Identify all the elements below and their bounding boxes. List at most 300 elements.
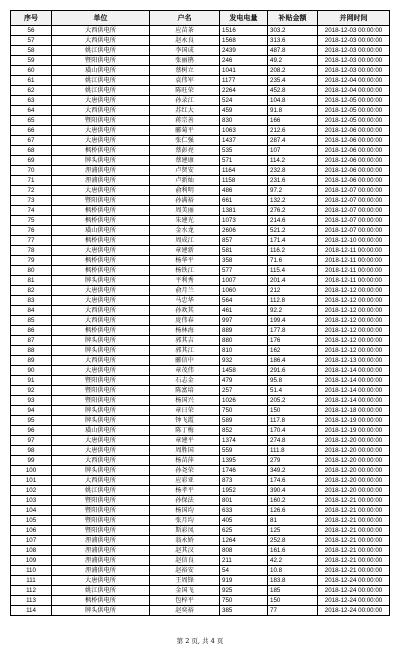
cell-grid-connection-time: 2018-12-11 00:00:00 bbox=[318, 246, 390, 256]
table-row bbox=[11, 216, 390, 226]
table-row bbox=[11, 596, 390, 606]
cell-index: 88 bbox=[11, 346, 52, 356]
cell-grid-connection-time: 2018-12-24 00:00:00 bbox=[318, 606, 390, 616]
cell-account-name: 杨华平 bbox=[150, 256, 220, 266]
cell-grid-connection-time: 2018-12-21 00:00:00 bbox=[318, 566, 390, 576]
cell-generated-kwh: 1952 bbox=[220, 486, 268, 496]
cell-account-name: 郦菊平 bbox=[150, 126, 220, 136]
cell-grid-connection-time: 2018-12-12 00:00:00 bbox=[318, 336, 390, 346]
cell-index: 72 bbox=[11, 186, 52, 196]
cell-grid-connection-time: 2018-12-11 00:00:00 bbox=[318, 256, 390, 266]
cell-generated-kwh: 577 bbox=[220, 266, 268, 276]
cell-grid-connection-time: 2018-12-14 00:00:00 bbox=[318, 366, 390, 376]
cell-unit: 大唐供电所 bbox=[52, 186, 150, 196]
cell-generated-kwh: 1026 bbox=[220, 396, 268, 406]
cell-generated-kwh: 625 bbox=[220, 526, 268, 536]
cell-index: 63 bbox=[11, 96, 52, 106]
cell-generated-kwh: 889 bbox=[220, 326, 268, 336]
table-row bbox=[11, 266, 390, 276]
cell-account-name: 金国飞 bbox=[150, 586, 220, 596]
cell-generated-kwh: 925 bbox=[220, 586, 268, 596]
cell-index: 77 bbox=[11, 236, 52, 246]
header-grid-connection-time: 并网时间 bbox=[318, 11, 390, 26]
cell-grid-connection-time: 2018-12-24 00:00:00 bbox=[318, 586, 390, 596]
table-row bbox=[11, 496, 390, 506]
table-row bbox=[11, 246, 390, 256]
cell-subsidy-amount: 51.4 bbox=[268, 386, 318, 396]
cell-unit: 姚江供电所 bbox=[52, 586, 150, 596]
header-index: 序号 bbox=[11, 11, 52, 26]
cell-grid-connection-time: 2018-12-06 00:00:00 bbox=[318, 176, 390, 186]
cell-grid-connection-time: 2018-12-12 00:00:00 bbox=[318, 296, 390, 306]
cell-unit: 大唐供电所 bbox=[52, 286, 150, 296]
cell-account-name: 孙保法 bbox=[150, 496, 220, 506]
cell-index: 74 bbox=[11, 206, 52, 216]
cell-account-name: 孙尧荣 bbox=[150, 466, 220, 476]
cell-account-name: 赵永良 bbox=[150, 36, 220, 46]
cell-index: 112 bbox=[11, 586, 52, 596]
cell-subsidy-amount: 160.2 bbox=[268, 496, 318, 506]
table-row bbox=[11, 396, 390, 406]
cell-index: 113 bbox=[11, 596, 52, 606]
table-body bbox=[11, 26, 390, 616]
cell-generated-kwh: 919 bbox=[220, 576, 268, 586]
cell-grid-connection-time: 2018-12-20 00:00:00 bbox=[318, 476, 390, 486]
cell-grid-connection-time: 2018-12-14 00:00:00 bbox=[318, 396, 390, 406]
table-row bbox=[11, 546, 390, 556]
cell-subsidy-amount: 150 bbox=[268, 596, 318, 606]
cell-unit: 大唐供电所 bbox=[52, 446, 150, 456]
cell-index: 82 bbox=[11, 286, 52, 296]
table-row bbox=[11, 86, 390, 96]
cell-generated-kwh: 932 bbox=[220, 356, 268, 366]
cell-index: 68 bbox=[11, 146, 52, 156]
subsidy-table bbox=[10, 10, 390, 616]
cell-account-name: 庞伟春 bbox=[150, 316, 220, 326]
table-row bbox=[11, 296, 390, 306]
cell-account-name: 袁伟军 bbox=[150, 76, 220, 86]
cell-grid-connection-time: 2018-12-24 00:00:00 bbox=[318, 596, 390, 606]
cell-grid-connection-time: 2018-12-06 00:00:00 bbox=[318, 126, 390, 136]
cell-unit: 大唐供电所 bbox=[52, 96, 150, 106]
cell-account-name: 翁永娇 bbox=[150, 536, 220, 546]
cell-generated-kwh: 997 bbox=[220, 316, 268, 326]
cell-subsidy-amount: 235.4 bbox=[268, 76, 318, 86]
table-row bbox=[11, 406, 390, 416]
cell-account-name: 赵其汉 bbox=[150, 546, 220, 556]
cell-unit: 大唐供电所 bbox=[52, 576, 150, 586]
cell-grid-connection-time: 2018-12-10 00:00:00 bbox=[318, 236, 390, 246]
cell-generated-kwh: 810 bbox=[220, 346, 268, 356]
cell-generated-kwh: 1073 bbox=[220, 216, 268, 226]
cell-unit: 枫桥供电所 bbox=[52, 596, 150, 606]
cell-generated-kwh: 2439 bbox=[220, 46, 268, 56]
cell-index: 109 bbox=[11, 556, 52, 566]
table-row bbox=[11, 186, 390, 196]
table-row bbox=[11, 566, 390, 576]
cell-index: 60 bbox=[11, 66, 52, 76]
cell-subsidy-amount: 487.8 bbox=[268, 46, 318, 56]
cell-grid-connection-time: 2018-12-06 00:00:00 bbox=[318, 166, 390, 176]
cell-subsidy-amount: 117.8 bbox=[268, 416, 318, 426]
cell-index: 66 bbox=[11, 126, 52, 136]
cell-account-name: 石志金 bbox=[150, 376, 220, 386]
cell-generated-kwh: 1060 bbox=[220, 286, 268, 296]
cell-unit: 大西供电所 bbox=[52, 476, 150, 486]
cell-generated-kwh: 385 bbox=[220, 606, 268, 616]
cell-grid-connection-time: 2018-12-05 00:00:00 bbox=[318, 116, 390, 126]
table-row bbox=[11, 316, 390, 326]
cell-account-name: 杨孝平 bbox=[150, 486, 220, 496]
cell-index: 108 bbox=[11, 546, 52, 556]
cell-index: 92 bbox=[11, 386, 52, 396]
cell-grid-connection-time: 2018-12-21 00:00:00 bbox=[318, 526, 390, 536]
cell-index: 102 bbox=[11, 486, 52, 496]
cell-unit: 枫桥供电所 bbox=[52, 256, 150, 266]
cell-account-name: 卢贤安 bbox=[150, 166, 220, 176]
cell-generated-kwh: 1395 bbox=[220, 456, 268, 466]
cell-grid-connection-time: 2018-12-20 00:00:00 bbox=[318, 486, 390, 496]
cell-index: 89 bbox=[11, 356, 52, 366]
table-row bbox=[11, 336, 390, 346]
table-row bbox=[11, 306, 390, 316]
table-header-row bbox=[11, 11, 390, 26]
cell-index: 73 bbox=[11, 196, 52, 206]
cell-subsidy-amount: 150 bbox=[268, 406, 318, 416]
cell-generated-kwh: 880 bbox=[220, 336, 268, 346]
cell-generated-kwh: 54 bbox=[220, 566, 268, 576]
cell-account-name: 陈富培 bbox=[150, 386, 220, 396]
cell-unit: 大西供电所 bbox=[52, 316, 150, 326]
table-row bbox=[11, 476, 390, 486]
cell-unit: 暨阳供电所 bbox=[52, 386, 150, 396]
cell-index: 69 bbox=[11, 156, 52, 166]
cell-unit: 大唐供电所 bbox=[52, 296, 150, 306]
cell-generated-kwh: 571 bbox=[220, 156, 268, 166]
header-generated-kwh: 发电电量 bbox=[220, 11, 268, 26]
cell-unit: 牌头供电所 bbox=[52, 466, 150, 476]
cell-subsidy-amount: 212 bbox=[268, 286, 318, 296]
cell-generated-kwh: 246 bbox=[220, 56, 268, 66]
cell-generated-kwh: 257 bbox=[220, 386, 268, 396]
cell-unit: 枫桥供电所 bbox=[52, 146, 150, 156]
cell-grid-connection-time: 2018-12-03 00:00:00 bbox=[318, 56, 390, 66]
header-subsidy-amount: 补贴金额 bbox=[268, 11, 318, 26]
table-row bbox=[11, 416, 390, 426]
cell-index: 91 bbox=[11, 376, 52, 386]
cell-unit: 浬浦供电所 bbox=[52, 166, 150, 176]
cell-grid-connection-time: 2018-12-12 00:00:00 bbox=[318, 326, 390, 336]
cell-account-name: 周美丽 bbox=[150, 206, 220, 216]
cell-account-name: 杨林海 bbox=[150, 326, 220, 336]
table-row bbox=[11, 126, 390, 136]
cell-account-name: 郭其吉 bbox=[150, 336, 220, 346]
cell-generated-kwh: 801 bbox=[220, 496, 268, 506]
cell-subsidy-amount: 521.2 bbox=[268, 226, 318, 236]
table-row bbox=[11, 236, 390, 246]
table-row bbox=[11, 276, 390, 286]
cell-account-name: 郦信中 bbox=[150, 356, 220, 366]
table-row bbox=[11, 96, 390, 106]
cell-generated-kwh: 358 bbox=[220, 256, 268, 266]
cell-account-name: 周成江 bbox=[150, 236, 220, 246]
cell-account-name: 应苗茶 bbox=[150, 26, 220, 36]
cell-index: 83 bbox=[11, 296, 52, 306]
cell-grid-connection-time: 2018-12-20 00:00:00 bbox=[318, 446, 390, 456]
cell-generated-kwh: 479 bbox=[220, 376, 268, 386]
table-row bbox=[11, 226, 390, 236]
table-row bbox=[11, 206, 390, 216]
cell-unit: 牌头供电所 bbox=[52, 336, 150, 346]
cell-unit: 浬浦供电所 bbox=[52, 176, 150, 186]
cell-account-name: 张丽鹃 bbox=[150, 56, 220, 66]
cell-account-name: 赵奕裕 bbox=[150, 606, 220, 616]
cell-index: 111 bbox=[11, 576, 52, 586]
cell-unit: 暨阳供电所 bbox=[52, 396, 150, 406]
cell-index: 80 bbox=[11, 266, 52, 276]
cell-unit: 枫桥供电所 bbox=[52, 236, 150, 246]
cell-account-name: 孙录江 bbox=[150, 96, 220, 106]
cell-subsidy-amount: 107 bbox=[268, 146, 318, 156]
cell-generated-kwh: 581 bbox=[220, 246, 268, 256]
cell-unit: 浬浦供电所 bbox=[52, 546, 150, 556]
cell-unit: 姚江供电所 bbox=[52, 86, 150, 96]
cell-unit: 大唐供电所 bbox=[52, 246, 150, 256]
cell-account-name: 孙满裕 bbox=[150, 196, 220, 206]
cell-generated-kwh: 1063 bbox=[220, 126, 268, 136]
cell-unit: 大唐供电所 bbox=[52, 136, 150, 146]
cell-index: 107 bbox=[11, 536, 52, 546]
cell-account-name: 俞月兰 bbox=[150, 286, 220, 296]
cell-unit: 大西供电所 bbox=[52, 456, 150, 466]
cell-unit: 姚江供电所 bbox=[52, 46, 150, 56]
cell-subsidy-amount: 10.8 bbox=[268, 566, 318, 576]
cell-subsidy-amount: 287.4 bbox=[268, 136, 318, 146]
cell-grid-connection-time: 2018-12-11 00:00:00 bbox=[318, 266, 390, 276]
cell-unit: 牌头供电所 bbox=[52, 606, 150, 616]
cell-unit: 暨阳供电所 bbox=[52, 526, 150, 536]
table-row bbox=[11, 386, 390, 396]
cell-index: 64 bbox=[11, 106, 52, 116]
cell-unit: 璜山供电所 bbox=[52, 66, 150, 76]
cell-account-name: 包梓平 bbox=[150, 596, 220, 606]
cell-account-name: 李国成 bbox=[150, 46, 220, 56]
cell-index: 79 bbox=[11, 256, 52, 266]
cell-unit: 暨阳供电所 bbox=[52, 516, 150, 526]
cell-grid-connection-time: 2018-12-03 00:00:00 bbox=[318, 46, 390, 56]
table-row bbox=[11, 136, 390, 146]
cell-grid-connection-time: 2018-12-04 00:00:00 bbox=[318, 86, 390, 96]
cell-index: 98 bbox=[11, 446, 52, 456]
table-row bbox=[11, 76, 390, 86]
cell-grid-connection-time: 2018-12-12 00:00:00 bbox=[318, 346, 390, 356]
cell-unit: 大西供电所 bbox=[52, 106, 150, 116]
table-row bbox=[11, 446, 390, 456]
cell-account-name: 斯彩凤 bbox=[150, 526, 220, 536]
cell-subsidy-amount: 71.6 bbox=[268, 256, 318, 266]
cell-account-name: 蔡彭亮 bbox=[150, 146, 220, 156]
cell-index: 94 bbox=[11, 406, 52, 416]
cell-subsidy-amount: 208.2 bbox=[268, 66, 318, 76]
cell-subsidy-amount: 183.8 bbox=[268, 576, 318, 586]
cell-index: 97 bbox=[11, 436, 52, 446]
cell-subsidy-amount: 49.2 bbox=[268, 56, 318, 66]
cell-generated-kwh: 564 bbox=[220, 296, 268, 306]
cell-grid-connection-time: 2018-12-24 00:00:00 bbox=[318, 576, 390, 586]
cell-index: 86 bbox=[11, 326, 52, 336]
cell-grid-connection-time: 2018-12-21 00:00:00 bbox=[318, 506, 390, 516]
cell-subsidy-amount: 97.2 bbox=[268, 186, 318, 196]
cell-subsidy-amount: 112.8 bbox=[268, 296, 318, 306]
cell-account-name: 章建新 bbox=[150, 246, 220, 256]
cell-generated-kwh: 1516 bbox=[220, 26, 268, 36]
cell-grid-connection-time: 2018-12-21 00:00:00 bbox=[318, 546, 390, 556]
cell-generated-kwh: 2606 bbox=[220, 226, 268, 236]
cell-grid-connection-time: 2018-12-05 00:00:00 bbox=[318, 96, 390, 106]
table-row bbox=[11, 606, 390, 616]
cell-index: 70 bbox=[11, 166, 52, 176]
cell-account-name: 蔡树立 bbox=[150, 66, 220, 76]
cell-subsidy-amount: 166 bbox=[268, 116, 318, 126]
cell-account-name: 章茂伟 bbox=[150, 366, 220, 376]
cell-generated-kwh: 2264 bbox=[220, 86, 268, 96]
cell-index: 71 bbox=[11, 176, 52, 186]
cell-index: 62 bbox=[11, 86, 52, 96]
table-row bbox=[11, 46, 390, 56]
cell-index: 85 bbox=[11, 316, 52, 326]
cell-unit: 暨阳供电所 bbox=[52, 196, 150, 206]
cell-account-name: 陈旺荣 bbox=[150, 86, 220, 96]
cell-unit: 璜山供电所 bbox=[52, 426, 150, 436]
cell-generated-kwh: 211 bbox=[220, 556, 268, 566]
cell-subsidy-amount: 252.8 bbox=[268, 536, 318, 546]
header-unit: 单位 bbox=[52, 11, 150, 26]
table-row bbox=[11, 356, 390, 366]
cell-index: 99 bbox=[11, 456, 52, 466]
cell-grid-connection-time: 2018-12-03 00:00:00 bbox=[318, 36, 390, 46]
cell-generated-kwh: 524 bbox=[220, 96, 268, 106]
cell-account-name: 张仁强 bbox=[150, 136, 220, 146]
cell-subsidy-amount: 174.6 bbox=[268, 476, 318, 486]
cell-grid-connection-time: 2018-12-21 00:00:00 bbox=[318, 536, 390, 546]
cell-unit: 大西供电所 bbox=[52, 356, 150, 366]
cell-generated-kwh: 1264 bbox=[220, 536, 268, 546]
cell-subsidy-amount: 115.4 bbox=[268, 266, 318, 276]
cell-unit: 暨阳供电所 bbox=[52, 116, 150, 126]
cell-subsidy-amount: 186.4 bbox=[268, 356, 318, 366]
cell-generated-kwh: 1458 bbox=[220, 366, 268, 376]
cell-subsidy-amount: 291.6 bbox=[268, 366, 318, 376]
cell-unit: 暨阳供电所 bbox=[52, 56, 150, 66]
cell-subsidy-amount: 232.8 bbox=[268, 166, 318, 176]
cell-account-name: 赵裕安 bbox=[150, 566, 220, 576]
cell-index: 104 bbox=[11, 506, 52, 516]
cell-subsidy-amount: 276.2 bbox=[268, 206, 318, 216]
cell-subsidy-amount: 104.8 bbox=[268, 96, 318, 106]
cell-unit: 大唐供电所 bbox=[52, 366, 150, 376]
table-row bbox=[11, 526, 390, 536]
cell-generated-kwh: 1007 bbox=[220, 276, 268, 286]
cell-subsidy-amount: 92.2 bbox=[268, 306, 318, 316]
cell-account-name: 周胜国 bbox=[150, 446, 220, 456]
cell-index: 106 bbox=[11, 526, 52, 536]
table-row bbox=[11, 36, 390, 46]
cell-grid-connection-time: 2018-12-12 00:00:00 bbox=[318, 286, 390, 296]
cell-unit: 姚江供电所 bbox=[52, 486, 150, 496]
cell-account-name: 孙欢其 bbox=[150, 306, 220, 316]
cell-generated-kwh: 750 bbox=[220, 406, 268, 416]
cell-index: 58 bbox=[11, 46, 52, 56]
cell-unit: 牌头供电所 bbox=[52, 276, 150, 286]
table-row bbox=[11, 286, 390, 296]
cell-index: 57 bbox=[11, 36, 52, 46]
cell-account-name: 杨国均 bbox=[150, 506, 220, 516]
cell-subsidy-amount: 185 bbox=[268, 586, 318, 596]
cell-account-name: 平利秀 bbox=[150, 276, 220, 286]
cell-grid-connection-time: 2018-12-20 00:00:00 bbox=[318, 436, 390, 446]
table-row bbox=[11, 376, 390, 386]
cell-generated-kwh: 830 bbox=[220, 116, 268, 126]
cell-generated-kwh: 808 bbox=[220, 546, 268, 556]
cell-unit: 浬浦供电所 bbox=[52, 556, 150, 566]
cell-unit: 暨阳供电所 bbox=[52, 376, 150, 386]
cell-index: 75 bbox=[11, 216, 52, 226]
cell-subsidy-amount: 111.8 bbox=[268, 446, 318, 456]
cell-unit: 牌头供电所 bbox=[52, 156, 150, 166]
cell-grid-connection-time: 2018-12-11 00:00:00 bbox=[318, 276, 390, 286]
cell-grid-connection-time: 2018-12-03 00:00:00 bbox=[318, 26, 390, 36]
cell-subsidy-amount: 171.4 bbox=[268, 236, 318, 246]
cell-generated-kwh: 1158 bbox=[220, 176, 268, 186]
cell-generated-kwh: 559 bbox=[220, 446, 268, 456]
cell-generated-kwh: 459 bbox=[220, 106, 268, 116]
cell-generated-kwh: 1381 bbox=[220, 206, 268, 216]
cell-subsidy-amount: 125 bbox=[268, 526, 318, 536]
cell-generated-kwh: 1568 bbox=[220, 36, 268, 46]
table-row bbox=[11, 556, 390, 566]
cell-account-name: 杨苗萍 bbox=[150, 456, 220, 466]
table-row bbox=[11, 536, 390, 546]
cell-unit: 姚江供电所 bbox=[52, 76, 150, 86]
cell-grid-connection-time: 2018-12-18 00:00:00 bbox=[318, 406, 390, 416]
cell-generated-kwh: 750 bbox=[220, 596, 268, 606]
table-row bbox=[11, 426, 390, 436]
cell-unit: 大唐供电所 bbox=[52, 126, 150, 136]
cell-generated-kwh: 873 bbox=[220, 476, 268, 486]
cell-index: 78 bbox=[11, 246, 52, 256]
cell-subsidy-amount: 214.6 bbox=[268, 216, 318, 226]
cell-account-name: 张月均 bbox=[150, 516, 220, 526]
cell-index: 96 bbox=[11, 426, 52, 436]
cell-account-name: 蒋宗善 bbox=[150, 116, 220, 126]
table-row bbox=[11, 346, 390, 356]
cell-index: 110 bbox=[11, 566, 52, 576]
cell-grid-connection-time: 2018-12-06 00:00:00 bbox=[318, 146, 390, 156]
cell-index: 93 bbox=[11, 396, 52, 406]
cell-subsidy-amount: 162 bbox=[268, 346, 318, 356]
cell-unit: 枫桥供电所 bbox=[52, 266, 150, 276]
cell-index: 56 bbox=[11, 26, 52, 36]
cell-subsidy-amount: 170.4 bbox=[268, 426, 318, 436]
cell-grid-connection-time: 2018-12-07 00:00:00 bbox=[318, 196, 390, 206]
cell-subsidy-amount: 126.6 bbox=[268, 506, 318, 516]
cell-grid-connection-time: 2018-12-07 00:00:00 bbox=[318, 216, 390, 226]
cell-account-name: 陈丁梅 bbox=[150, 426, 220, 436]
table-row bbox=[11, 256, 390, 266]
cell-subsidy-amount: 176 bbox=[268, 336, 318, 346]
subsidy-table-page bbox=[10, 10, 389, 616]
table-row bbox=[11, 366, 390, 376]
